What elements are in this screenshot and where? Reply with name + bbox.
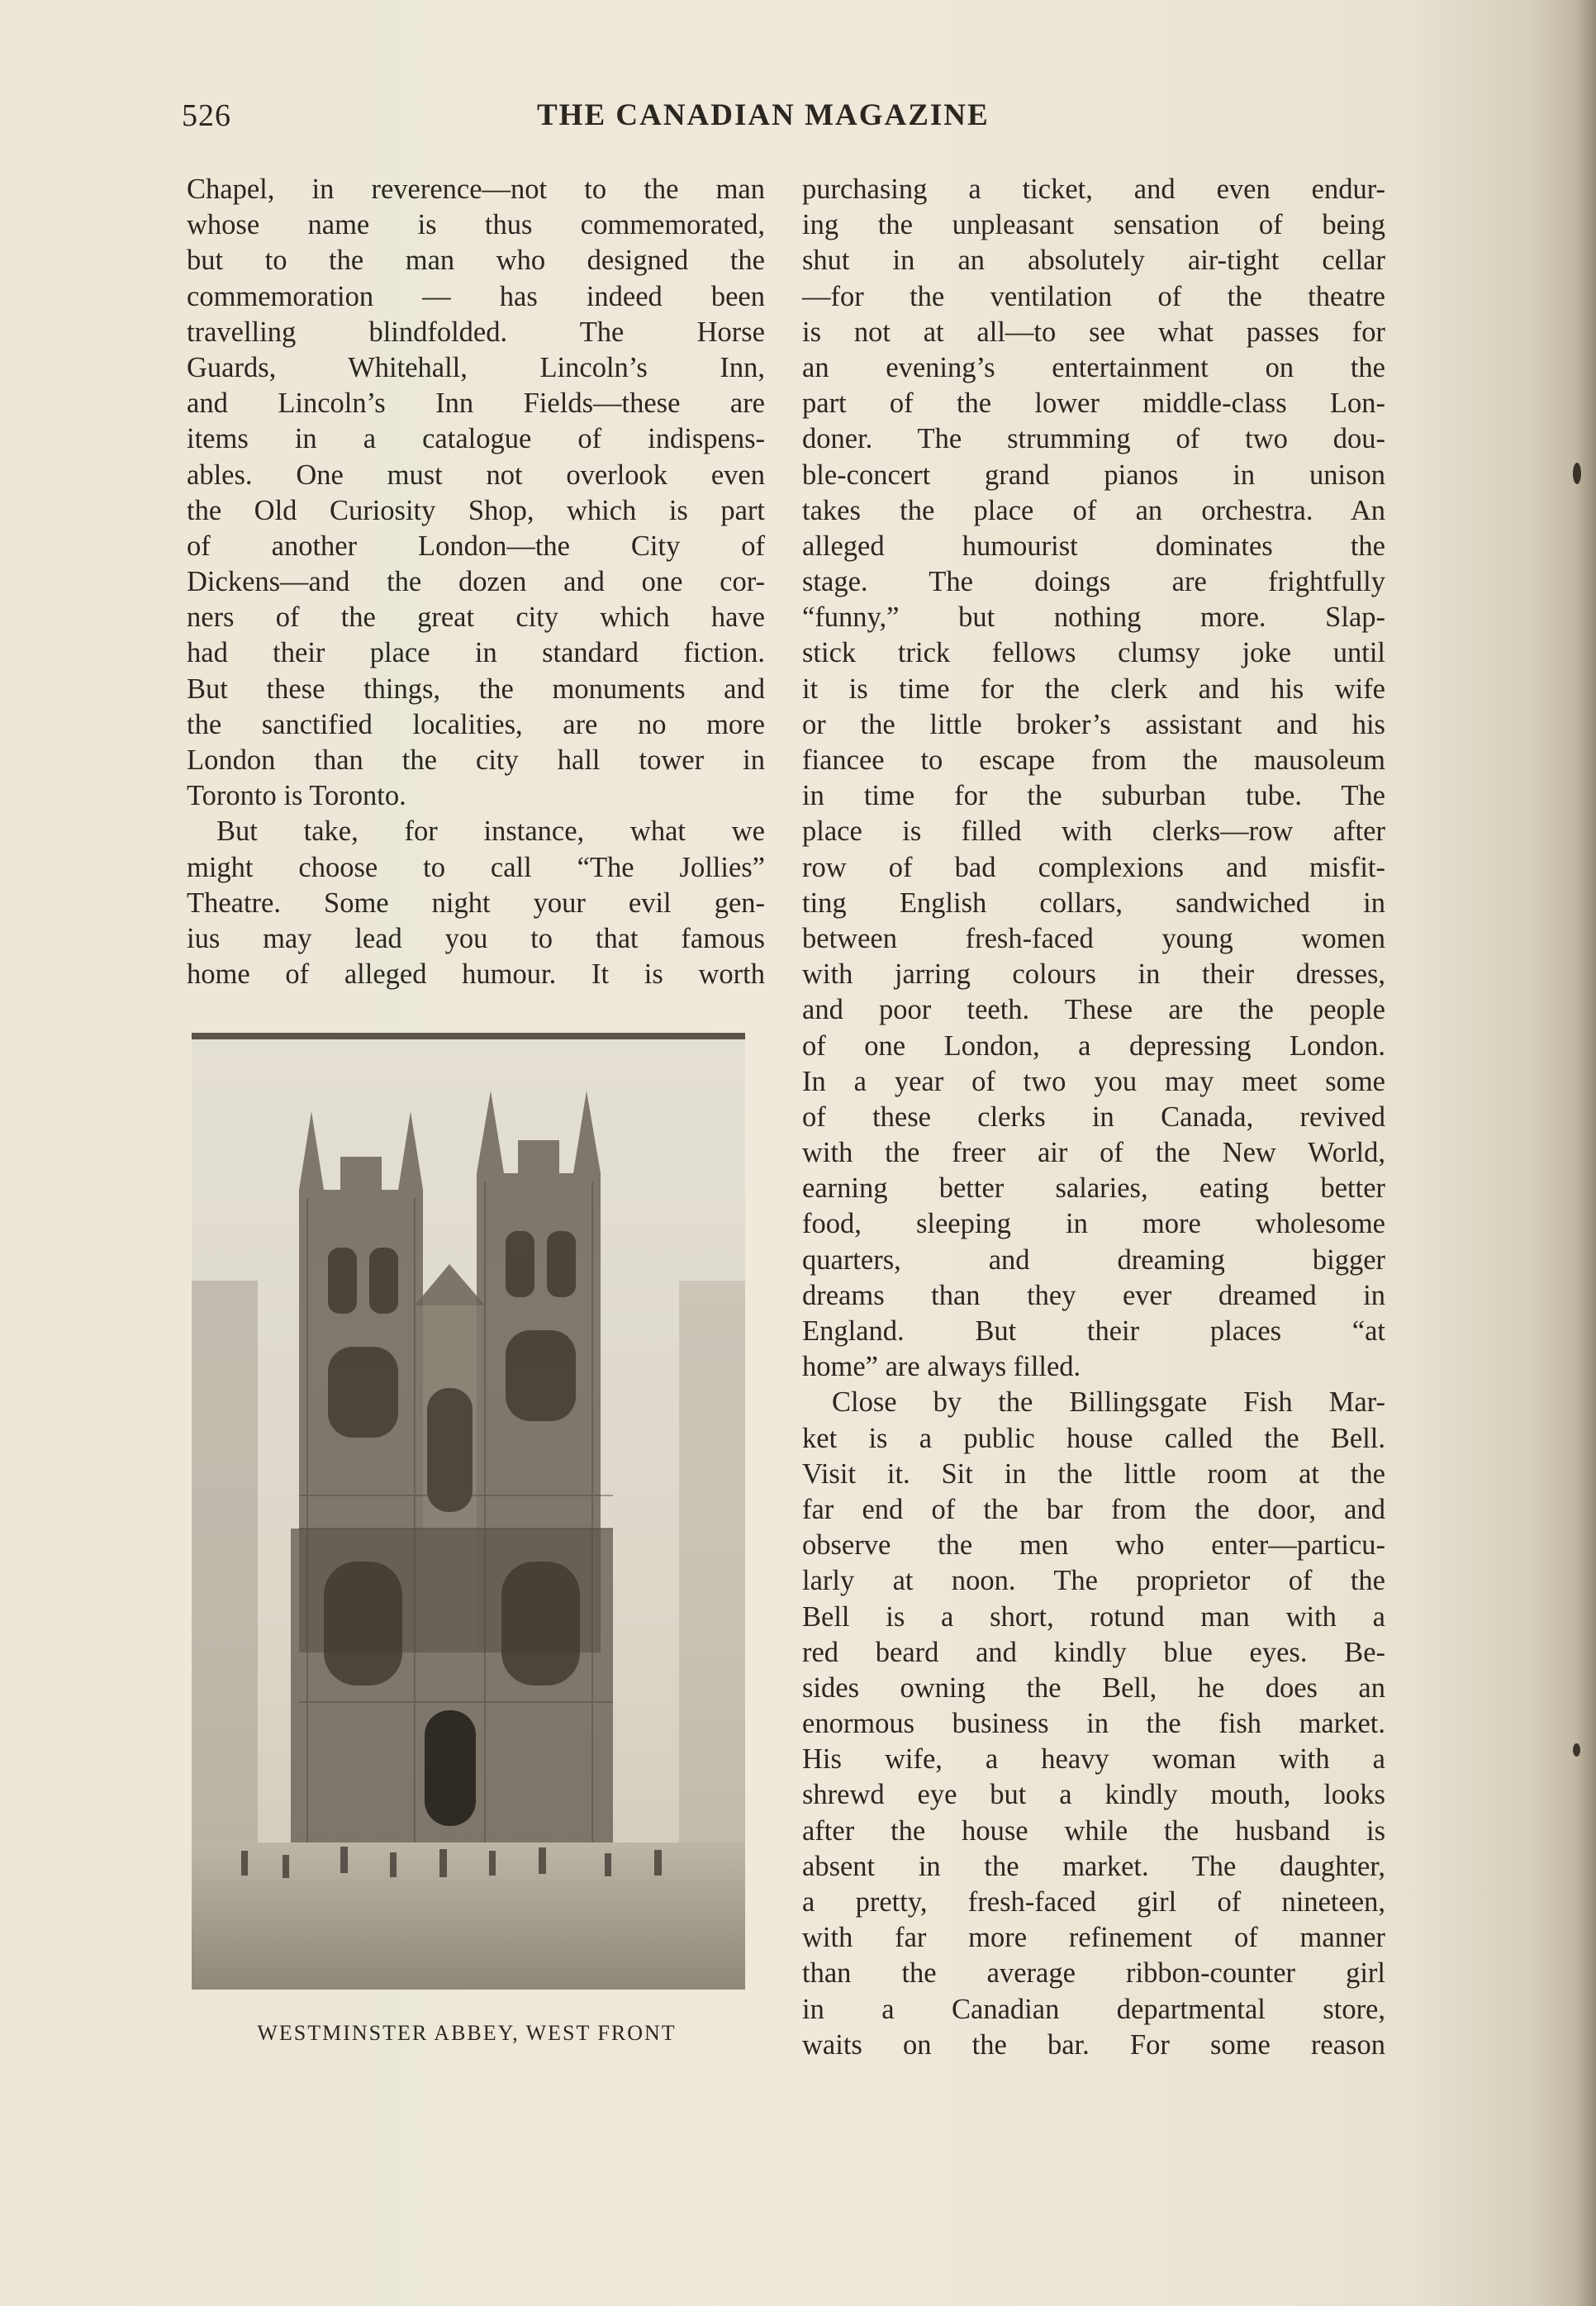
text-line: red beard and kindly blue eyes. Be- [802,1636,1385,1668]
text-line: absent in the market. The daughter, [802,1850,1385,1882]
running-head: THE CANADIAN MAGAZINE [537,98,990,132]
text-line: fiancee to escape from the mausoleum [802,744,1385,776]
text-line: might choose to call “The Jollies” [187,851,765,883]
text-line: with the freer air of the New World, [802,1137,1385,1169]
text-line: row of bad complexions and misfit- [802,851,1385,883]
text-line: sides owning the Bell, he does an [802,1671,1385,1704]
text-line: In a year of two you may meet some [802,1065,1385,1097]
text-line: place is filled with clerks—row after [802,815,1385,848]
text-line: home of alleged humour. It is worth [187,958,765,991]
text-line: dreams than they ever dreamed in [802,1279,1385,1311]
text-line: observe the men who enter—particu- [802,1529,1385,1562]
text-line: London than the city hall tower in [187,744,765,776]
text-line: Toronto is Toronto. [187,780,406,812]
text-line: Visit it. Sit in the little room at the [802,1457,1385,1490]
text-line: ting English collars, sandwiched in [802,887,1385,919]
text-line: had their place in standard fiction. [187,637,765,669]
text-line: alleged humourist dominates the [802,530,1385,562]
text-line: doner. The strumming of two dou- [802,423,1385,455]
text-line: ing the unpleasant sensation of being [802,209,1385,241]
text-line: part of the lower middle-class Lon- [802,388,1385,420]
text-line: ble-concert grand pianos in unison [802,459,1385,491]
text-line: Theatre. Some night your evil gen- [187,887,765,919]
text-line: of one London, a depressing London. [802,1029,1385,1062]
text-line: Dickens—and the dozen and one cor- [187,566,765,598]
text-line: food, sleeping in more wholesome [802,1208,1385,1240]
text-line: of these clerks in Canada, revived [802,1101,1385,1133]
abbey-etching [192,1033,745,1990]
text-line: than the average ribbon-counter girl [802,1957,1385,1990]
text-line: commemoration — has indeed been [187,280,765,312]
text-line: larly at noon. The proprietor of the [802,1565,1385,1597]
text-line: ius may lead you to that famous [187,922,765,954]
text-line: the Old Curiosity Shop, which is part [187,494,765,526]
text-line: But take, for instance, what we [216,815,765,848]
text-line: ables. One must not overlook even [187,459,765,491]
text-line: England. But their places “at [802,1315,1385,1347]
text-line: the sanctified localities, are no more [187,708,765,740]
text-line: stick trick fellows clumsy joke until [802,637,1385,669]
text-line: home” are always filled. [802,1351,1081,1383]
text-line: a pretty, fresh-faced girl of nineteen, [802,1886,1385,1918]
margin-ink-mark [1573,1743,1580,1757]
text-line: His wife, a heavy woman with a [802,1743,1385,1776]
text-line: in time for the suburban tube. The [802,780,1385,812]
text-line: “funny,” but nothing more. Slap- [802,601,1385,634]
text-line: after the house while the husband is [802,1814,1385,1847]
text-line: travelling blindfolded. The Horse [187,316,765,348]
text-line: whose name is thus commemorated, [187,209,765,241]
text-line: shut in an absolutely air-tight cellar [802,245,1385,277]
text-line: purchasing a ticket, and even endur- [802,174,1385,205]
right-column [802,172,1385,2063]
text-line: or the little broker’s assistant and his [802,708,1385,740]
margin-ink-mark [1573,463,1581,484]
text-line: ket is a public house called the Bell. [802,1422,1385,1454]
text-line: enormous business in the fish market. [802,1708,1385,1740]
text-line: —for the ventilation of the theatre [802,280,1385,312]
text-line: and poor teeth. These are the people [802,994,1385,1026]
text-line: with jarring colours in their dresses, [802,958,1385,991]
text-line: earning better salaries, eating better [802,1172,1385,1205]
text-line: of another London—the City of [187,530,765,562]
text-line: shrewd eye but a kindly mouth, looks [802,1779,1385,1811]
text-line: quarters, and dreaming bigger [802,1243,1385,1276]
text-line: waits on the bar. For some reason [802,2028,1385,2061]
text-line: far end of the bar from the door, and [802,1493,1385,1525]
text-line: ners of the great city which have [187,601,765,634]
text-line: but to the man who designed the [187,245,765,277]
text-line: stage. The doings are frightfully [802,566,1385,598]
text-line: and Lincoln’s Inn Fields—these are [187,388,765,420]
text-line: items in a catalogue of indispens- [187,423,765,455]
text-line: Close by the Billingsgate Fish Mar- [832,1386,1385,1419]
left-column [187,172,765,992]
westminster-abbey-illustration [192,1033,745,1990]
page-number: 526 [182,98,231,133]
page-edge-shadow [1576,0,1596,2306]
text-line: is not at all—to see what passes for [802,316,1385,348]
text-line: takes the place of an orchestra. An [802,494,1385,526]
figure-caption: WESTMINSTER ABBEY, WEST FRONT [257,2021,677,2045]
text-line: with far more refinement of manner [802,1922,1385,1954]
text-line: Guards, Whitehall, Lincoln’s Inn, [187,351,765,383]
text-line: an evening’s entertainment on the [802,351,1385,383]
text-line: Chapel, in reverence—not to the man [187,174,765,205]
text-line: in a Canadian departmental store, [802,1993,1385,2025]
text-line: But these things, the monuments and [187,673,765,705]
text-line: Bell is a short, rotund man with a [802,1600,1385,1633]
text-line: between fresh-faced young women [802,922,1385,954]
page-header [173,97,1380,147]
text-line: it is time for the clerk and his wife [802,673,1385,705]
